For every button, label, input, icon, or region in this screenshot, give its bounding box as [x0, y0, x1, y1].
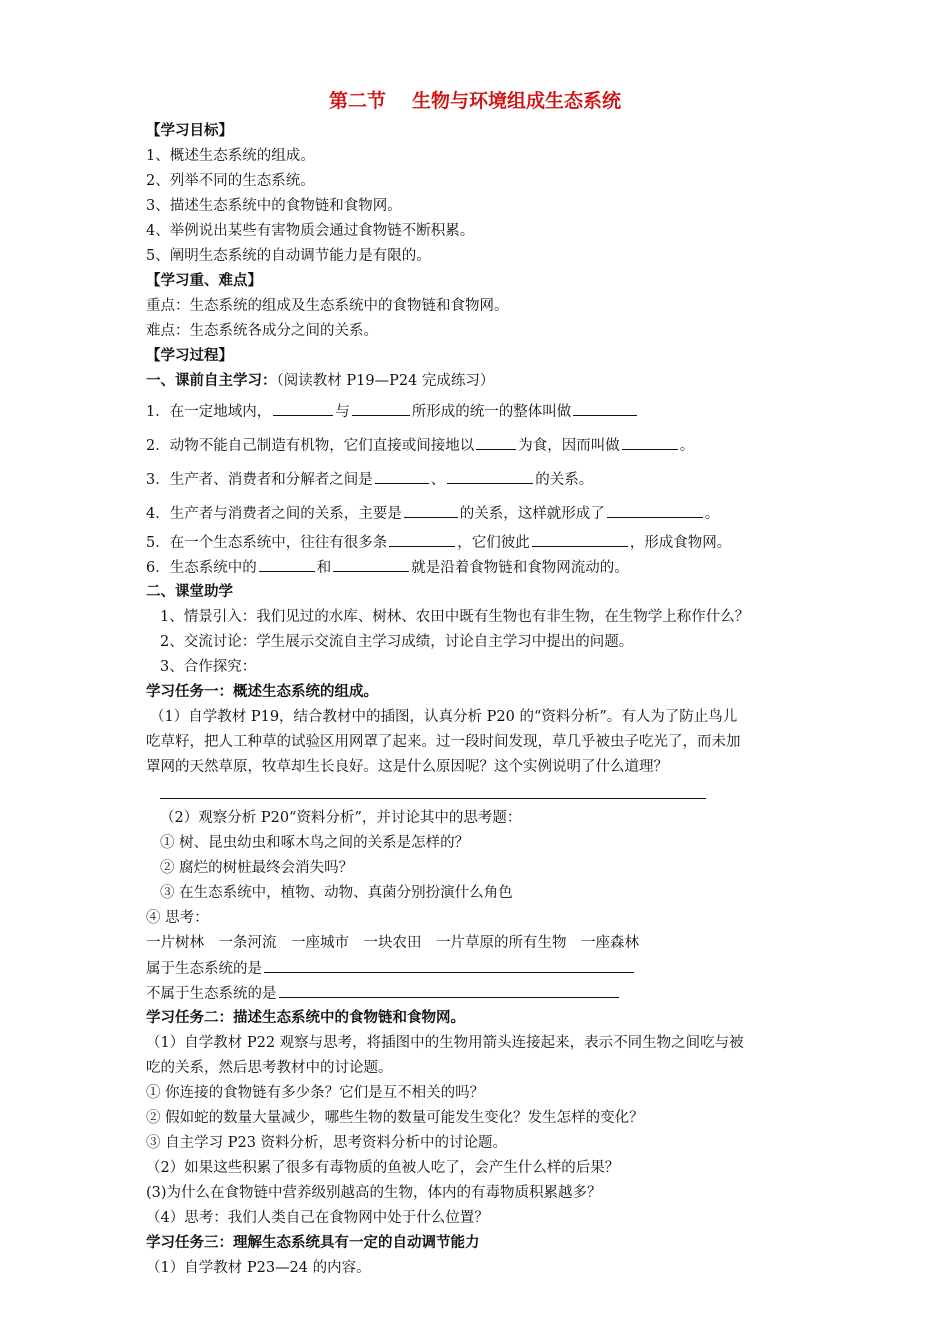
goal-item: 3、描述生态系统中的食物链和食物网。	[146, 198, 402, 214]
answer-blank[interactable]	[273, 401, 333, 416]
class-heading: 二、课堂助学	[146, 584, 233, 600]
self-study-note: （阅读教材 P19—P24 完成练习）	[276, 373, 495, 389]
page-title	[0, 88, 950, 114]
task1-paragraph: 吃草籽，把人工种草的试验区用网罩了起来。过一段时间发现，草几乎被虫子吃光了，而未加	[146, 734, 741, 750]
self-study-heading	[146, 371, 494, 391]
answer-blank[interactable]	[622, 435, 678, 450]
goals-heading: 【学习目标】	[146, 123, 233, 139]
answer-blank[interactable]	[352, 401, 410, 416]
answer-blank[interactable]	[389, 532, 455, 547]
task1-paragraph: （1）自学教材 P19，结合教材中的插图，认真分析 P20 的“资料分析”。有人为了防止鸟儿	[150, 709, 738, 725]
title-section: 第二节	[328, 90, 386, 112]
answer-blank[interactable]	[476, 435, 516, 450]
task2-sub: ③ 自主学习 P23 资料分析，思考资料分析中的讨论题。	[146, 1135, 508, 1151]
process-heading: 【学习过程】	[146, 348, 233, 364]
difficult-point: 难点：生态系统各成分之间的关系。	[146, 323, 378, 339]
answer-blank[interactable]	[259, 557, 315, 572]
question-2: 2．动物不能自己制造有机物，它们直接或间接地以 为食，因而叫做 。	[146, 435, 694, 456]
answer-blank[interactable]	[607, 503, 703, 518]
task1-question: （2）观察分析 P20“资料分析”，并讨论其中的思考题：	[160, 810, 522, 826]
task2-paragraph: 吃的关系，然后思考教材中的讨论题。	[146, 1060, 393, 1076]
question-6: 6．生态系统中的 和 就是沿着食物链和食物网流动的。	[146, 557, 629, 578]
question-3: 3．生产者、消费者和分解者之间是 、 的关系。	[146, 469, 593, 490]
task2-paragraph: （1）自学教材 P22 观察与思考，将插图中的生物用箭头连接起来，表示不同生物之间吃与被	[146, 1035, 744, 1051]
question-4: 4．生产者与消费者之间的关系，主要是 的关系，这样就形成了 。	[146, 503, 719, 524]
task3-heading: 学习任务三：理解生态系统具有一定的自动调节能力	[146, 1235, 480, 1251]
task2-heading: 学习任务二：描述生态系统中的食物链和食物网。	[146, 1010, 465, 1026]
answer-blank[interactable]	[333, 557, 409, 572]
answer-blank[interactable]	[375, 469, 429, 484]
task1-think: ④ 思考：	[146, 910, 209, 926]
task1-options: 一片树林 一条河流 一座城市 一块农田 一片草原的所有生物 一座森林	[146, 935, 639, 951]
task2-question: （4）思考：我们人类自己在食物网中处于什么位置？	[146, 1210, 489, 1226]
goal-item: 4、举例说出某些有害物质会通过食物链不断积累。	[146, 223, 475, 239]
answer-blank[interactable]	[447, 469, 533, 484]
task2-sub: ② 假如蛇的数量大量减少，哪些生物的数量可能发生变化？发生怎样的变化？	[146, 1110, 644, 1126]
class-item: 2、交流讨论：学生展示交流自主学习成绩，讨论自主学习中提出的问题。	[160, 634, 634, 650]
task1-sub: ③ 在生态系统中，植物、动物、真菌分别扮演什么角色	[160, 885, 513, 901]
goal-item: 1、概述生态系统的组成。	[146, 148, 315, 164]
question-1: 1．在一定地域内， 与 所形成的统一的整体叫做	[146, 401, 639, 422]
title-text: 生物与环境组成生态系统	[412, 90, 622, 112]
answer-blank[interactable]	[404, 503, 458, 518]
answer-line[interactable]	[160, 798, 706, 799]
task2-sub: ① 你连接的食物链有多少条？它们是互不相关的吗？	[146, 1085, 485, 1101]
task2-question: （2）如果这些积累了很多有毒物质的鱼被人吃了，会产生什么样的后果？	[146, 1160, 620, 1176]
answer-blank[interactable]	[532, 532, 628, 547]
goal-item: 2、列举不同的生态系统。	[146, 173, 315, 189]
keypoints-heading: 【学习重、难点】	[146, 273, 262, 289]
class-item: 1、情景引入：我们见过的水库、树林、农田中既有生物也有非生物，在生物学上称作什么？	[160, 609, 750, 625]
notbelong-line: 不属于生态系统的是	[146, 983, 621, 1004]
answer-blank[interactable]	[264, 958, 634, 973]
question-5: 5．在一个生态系统中，往往有很多条 ，它们彼此 ，形成食物网。	[146, 532, 731, 553]
self-study-title: 一、课前自主学习：	[146, 373, 277, 389]
task1-paragraph: 罩网的天然草原，牧草却生长良好。这是什么原因呢？这个实例说明了什么道理？	[146, 759, 668, 775]
key-point: 重点：生态系统的组成及生态系统中的食物链和食物网。	[146, 298, 509, 314]
answer-blank[interactable]	[279, 983, 619, 998]
task1-heading: 学习任务一：概述生态系统的组成。	[146, 684, 378, 700]
task1-sub: ② 腐烂的树桩最终会消失吗？	[160, 860, 354, 876]
belong-line: 属于生态系统的是	[146, 958, 636, 979]
answer-blank[interactable]	[573, 401, 637, 416]
task2-question: (3)为什么在食物链中营养级别越高的生物，体内的有毒物质积累越多？	[146, 1185, 602, 1201]
task3-question: （1）自学教材 P23—24 的内容。	[146, 1260, 371, 1276]
class-item: 3、合作探究：	[160, 659, 257, 675]
goal-item: 5、阐明生态系统的自动调节能力是有限的。	[146, 248, 431, 264]
task1-sub: ① 树、昆虫幼虫和啄木鸟之间的关系是怎样的？	[160, 835, 470, 851]
